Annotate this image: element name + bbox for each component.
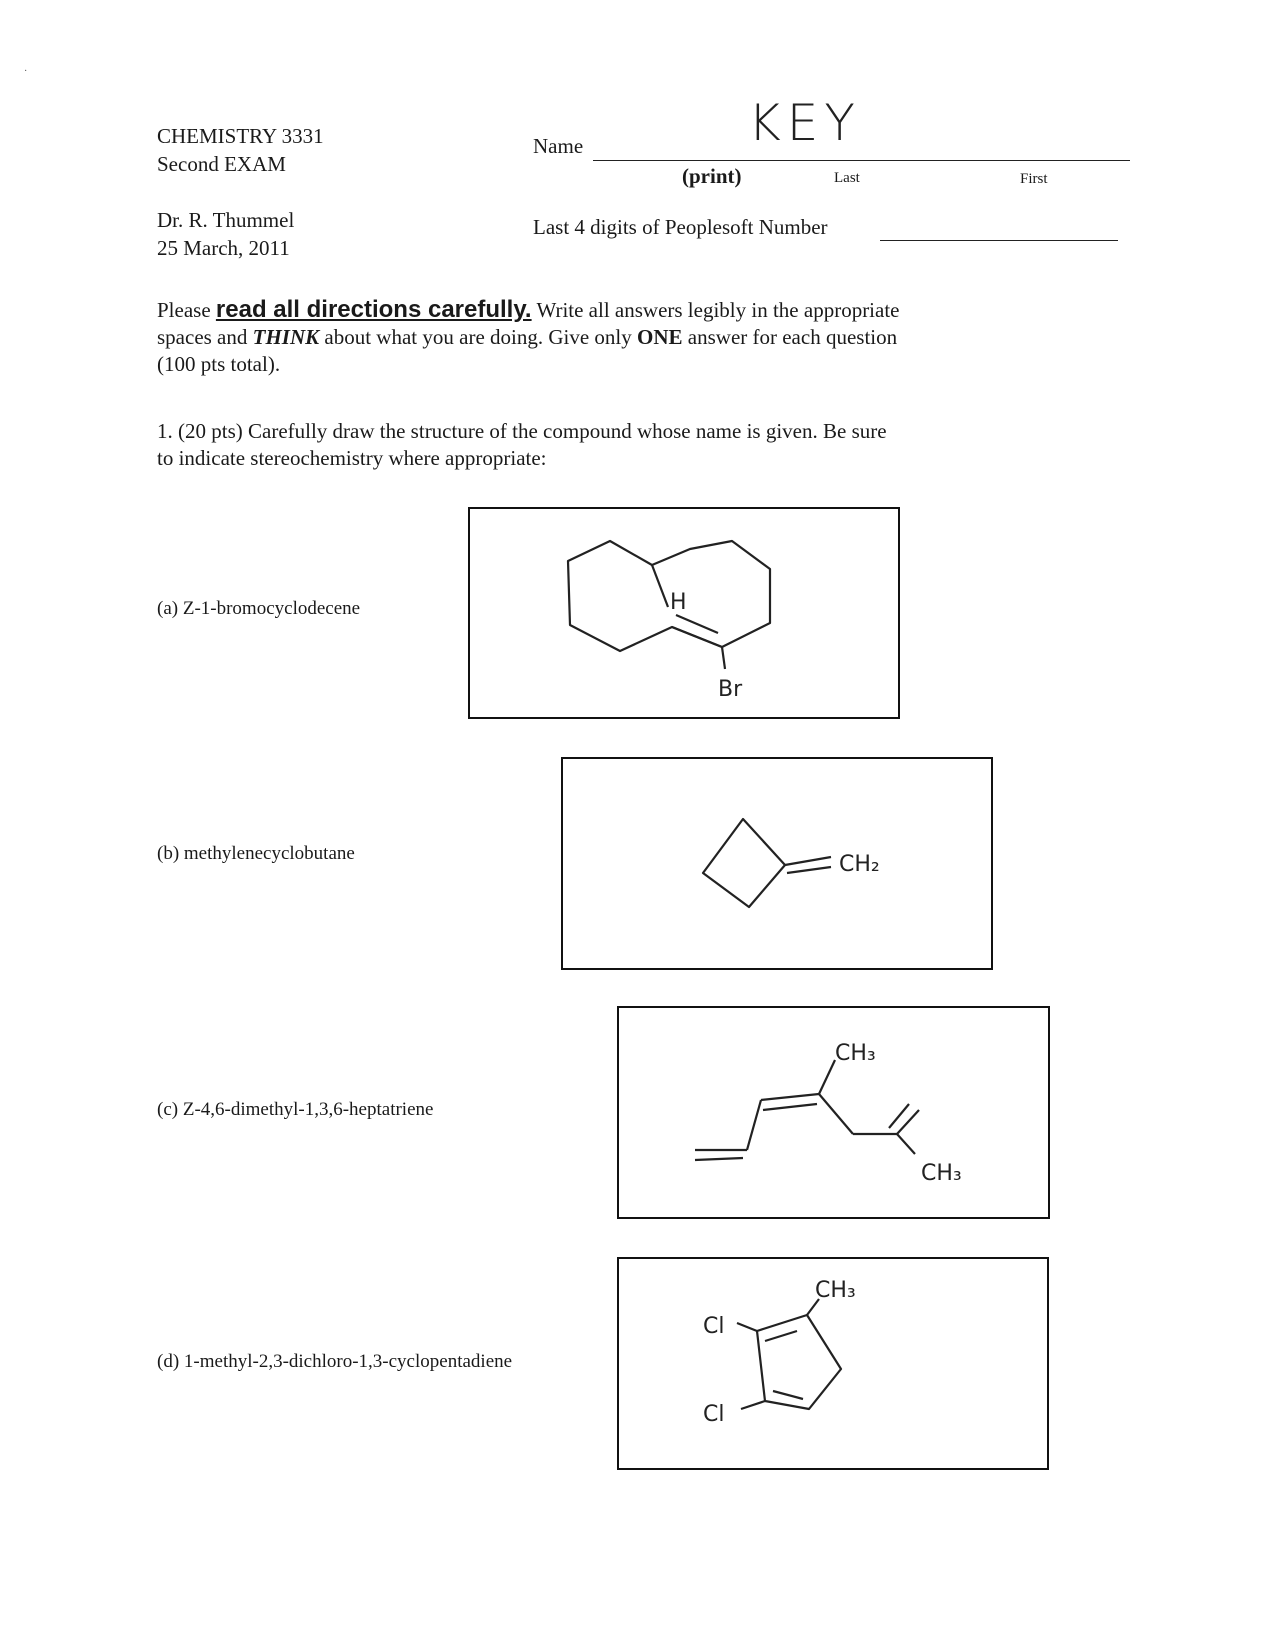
exam-date: 25 March, 2011 bbox=[157, 236, 290, 260]
print-label: (print) bbox=[682, 164, 742, 188]
instructions-part1: Write all answers legibly in the appropriate spaces and bbox=[157, 298, 900, 349]
part-d-label: (d) 1-methyl-2,3-dichloro-1,3-cyclopentadiene bbox=[157, 1351, 513, 1372]
part-c-ch3-bottom-label: CH₃ bbox=[921, 1161, 962, 1186]
instructions-one: ONE bbox=[637, 325, 683, 349]
instructions bbox=[157, 296, 917, 378]
part-c-structure bbox=[619, 1008, 1048, 1217]
instructions-part3: answer for each question (100 pts total). bbox=[157, 325, 898, 376]
part-b-label: (b) methylenecyclobutane bbox=[157, 843, 355, 864]
exam-title: Second EXAM bbox=[157, 152, 286, 176]
part-c-label: (c) Z-4,6-dimethyl-1,3,6-heptatriene bbox=[157, 1099, 434, 1120]
first-label: First bbox=[1020, 171, 1048, 187]
part-c-ch3-top-label: CH₃ bbox=[835, 1041, 876, 1066]
instructions-part2: about what you are doing. Give only bbox=[319, 325, 638, 349]
part-d-cl-bottom-label: Cl bbox=[703, 1402, 725, 1427]
part-a-label: (a) Z-1-bromocyclodecene bbox=[157, 598, 361, 619]
part-c-answer-box bbox=[617, 1006, 1050, 1219]
scan-speck: · bbox=[24, 66, 28, 77]
part-a-structure bbox=[470, 509, 898, 717]
course-block bbox=[157, 122, 324, 178]
part-d-answer-box bbox=[617, 1257, 1049, 1470]
instructions-lead: Please bbox=[157, 298, 216, 322]
part-a-answer-box bbox=[468, 507, 900, 719]
peoplesoft-line bbox=[880, 240, 1118, 241]
course-title: CHEMISTRY 3331 bbox=[157, 124, 324, 148]
instructions-emphasis: read all directions carefully. bbox=[215, 296, 532, 323]
part-d-ch3-label: CH₃ bbox=[815, 1278, 856, 1303]
part-d-structure bbox=[619, 1259, 1047, 1468]
part-d-cl-top-label: Cl bbox=[703, 1314, 725, 1339]
part-b-answer-box bbox=[561, 757, 993, 970]
part-a-br-label: Br bbox=[718, 677, 743, 702]
part-b-ch2-label: CH₂ bbox=[839, 852, 880, 877]
name-label: Name bbox=[533, 134, 584, 158]
name-value: KEY bbox=[748, 94, 861, 152]
instructor-block bbox=[157, 206, 294, 262]
instructions-think: THINK bbox=[252, 325, 320, 349]
question-1-prompt: 1. (20 pts) Carefully draw the structure of the compound whose name is given. Be sure to indicate stereochemistry where appropriate: bbox=[157, 419, 887, 470]
peoplesoft-label: Last 4 digits of Peoplesoft Number bbox=[533, 215, 828, 239]
part-b-structure bbox=[563, 759, 991, 968]
instructor-name: Dr. R. Thummel bbox=[157, 208, 295, 232]
part-a-h-label: H bbox=[670, 590, 687, 615]
name-line bbox=[593, 160, 1130, 161]
last-label: Last bbox=[834, 170, 860, 186]
